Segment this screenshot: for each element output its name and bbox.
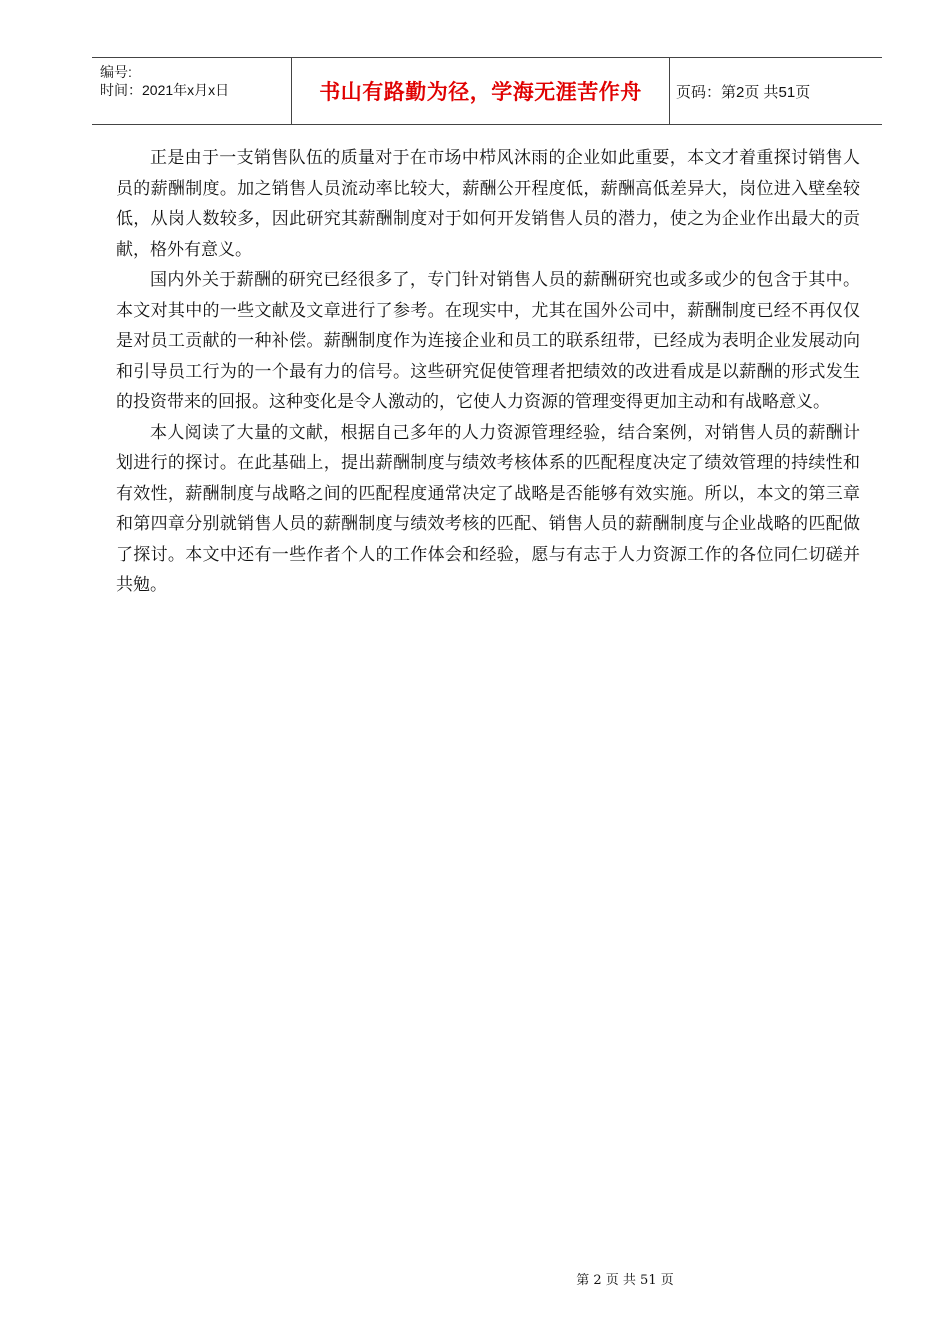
page-info: 页码：第2页 共51页 bbox=[676, 83, 811, 101]
header-page-cell bbox=[670, 58, 882, 124]
paragraph-3: 本人阅读了大量的文献，根据自己多年的人力资源管理经验，结合案例，对销售人员的薪酬计划进行的探讨。在此基础上，提出薪酬制度与绩效考核体系的匹配程度决定了绩效管理的持续性和有效性，薪酬制度与战略之间的匹配程度通常决定了战略是否能够有效实施。所以，本文的第三章和第四章分别就销售人员的薪酬制度与绩效考核的匹配、销售人员的薪酬制度与企业战略的匹配做了探讨。本文中还有一些作者个人的工作体会和经验，愿与有志于人力资源工作的各位同仁切磋并共勉。 bbox=[116, 422, 860, 595]
document-body bbox=[116, 143, 860, 601]
header-motto-cell bbox=[292, 58, 670, 124]
paragraph-1: 正是由于一支销售队伍的质量对于在市场中栉风沐雨的企业如此重要，本文才着重探讨销售人员的薪酬制度。加之销售人员流动率比较大，薪酬公开程度低，薪酬高低差异大，岗位进入壁垒较低，从岗人数较多，因此研究其薪酬制度对于如何开发销售人员的潜力，使之为企业作出最大的贡献，格外有意义。 bbox=[116, 148, 860, 260]
paragraph-2: 国内外关于薪酬的研究已经很多了，专门针对销售人员的薪酬研究也或多或少的包含于其中。本文对其中的一些文献及文章进行了参考。在现实中，尤其在国外公司中，薪酬制度已经不再仅仅是对员工贡献的一种补偿。薪酬制度作为连接企业和员工的联系纽带，已经成为表明企业发展动向和引导员工行为的一个最有力的信号。这些研究促使管理者把绩效的改进看成是以薪酬的形式发生的投资带来的回报。这种变化是令人激动的，它使人力资源的管理变得更加主动和有战略意义。 bbox=[116, 270, 860, 412]
date-line: 时间：2021年x月x日 bbox=[100, 82, 230, 98]
document-header bbox=[92, 57, 882, 125]
header-meta-cell bbox=[92, 58, 292, 124]
footer-page-number: 第 2 页 共 51 页 bbox=[576, 1273, 674, 1288]
motto-text: 书山有路勤为径，学海无涯苦作舟 bbox=[319, 80, 642, 104]
serial-number-label: 编号: bbox=[100, 64, 132, 80]
page-footer bbox=[0, 1269, 950, 1288]
